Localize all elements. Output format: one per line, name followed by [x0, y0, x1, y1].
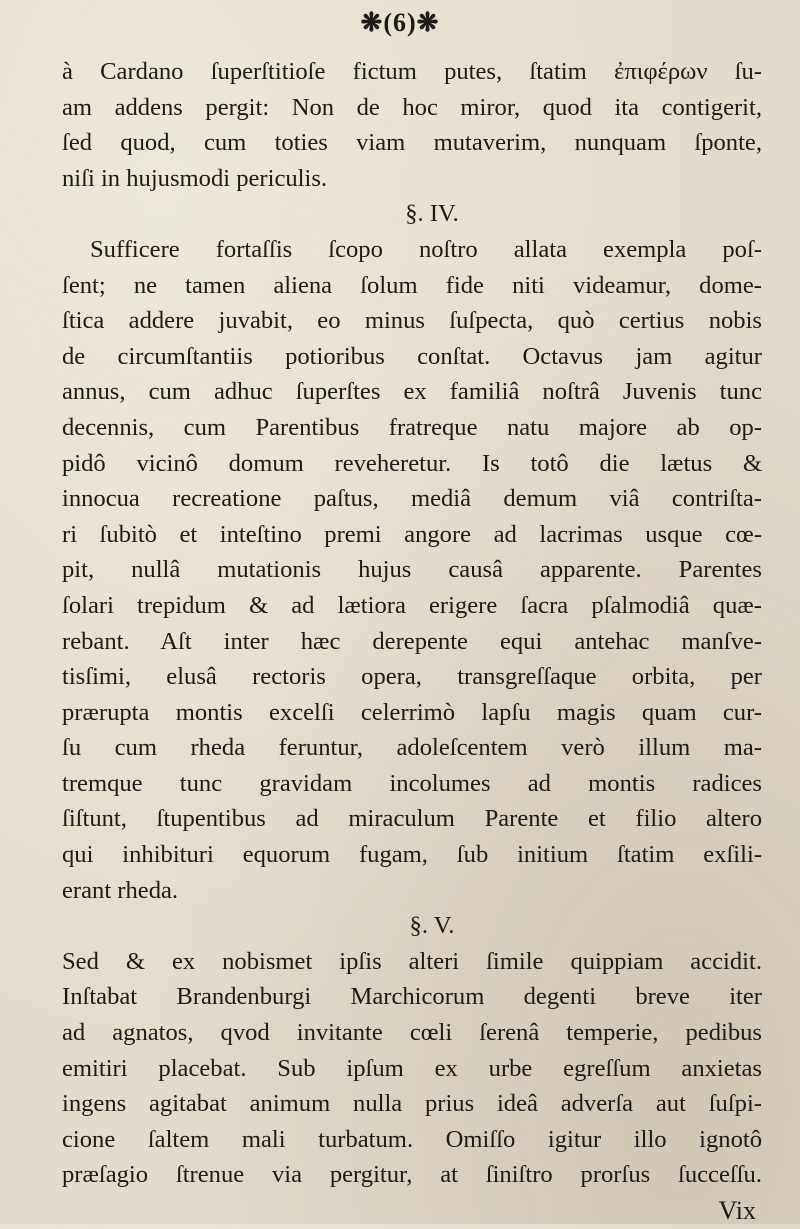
text-line: prærupta montis excelſi celerrimò lapſu magis quam cur- [62, 698, 762, 726]
text-line: erant rheda. [62, 876, 179, 904]
catchword: Vix [718, 1196, 756, 1225]
section-heading: §. V. [409, 912, 455, 940]
body-text [62, 54, 762, 1229]
text-line: pit, nullâ mutationis hujus causâ apparente. Parentes [62, 556, 762, 584]
text-line: tremque tunc gravidam incolumes ad montis radices [62, 769, 762, 797]
text-line: de circumſtantiis potioribus conſtat. Octavus jam agitur [62, 342, 762, 370]
text-line: à Cardano ſuperſtitioſe fictum putes, ſtatim ἐπιφέρων ſu- [62, 58, 762, 85]
text-line: ſed quod, cum toties viam mutaverim, nunquam ſponte, [62, 129, 762, 157]
text-line: ſent; ne tamen aliena ſolum fide niti videamur, dome- [62, 271, 762, 299]
text-line: am addens pergit: Non de hoc miror, quod ita contigerit, [62, 93, 762, 121]
text-line: emitiri placebat. Sub ipſum ex urbe egreſſum anxietas [62, 1054, 762, 1082]
text-line: tisſimi, elusâ rectoris opera, transgreſſaque orbita, per [62, 663, 762, 691]
text-line: ſtica addere juvabit, eo minus ſuſpecta, quò certius nobis [62, 307, 762, 335]
text-line: decennis, cum Parentibus fratreque natu majore ab op- [62, 413, 762, 441]
text-line: niſi in hujusmodi periculis. [62, 164, 328, 192]
text-line: cione ſaltem mali turbatum. Omiſſo igitur illo ignotô [62, 1125, 762, 1153]
section-heading: §. IV. [405, 200, 459, 228]
text-line: innocua recreatione paſtus, mediâ demum viâ contriſta- [62, 485, 762, 513]
text-line: Sed & ex nobismet ipſis alteri ſimile quippiam accidit. [62, 947, 762, 975]
text-line: annus, cum adhuc ſuperſtes ex familiâ noſtrâ Juvenis tunc [62, 378, 762, 406]
page-number-header: ❋(6)❋ [360, 8, 440, 37]
text-line: præſagio ſtrenue via pergitur, at ſiniſtro prorſus ſucceſſu. [62, 1161, 762, 1189]
text-line: ſu cum rheda feruntur, adoleſcentem verò illum ma- [62, 734, 762, 762]
text-line: ri ſubitò et inteſtino premi angore ad lacrimas usque cœ- [62, 520, 762, 548]
text-line: ingens agitabat animum nulla prius ideâ adverſa aut ſuſpi- [62, 1090, 762, 1118]
text-line: ſolari trepidum & ad lætiora erigere ſacra pſalmodiâ quæ- [62, 591, 762, 619]
text-line: ad agnatos, qvod invitante cœli ſerenâ temperie, pedibus [62, 1019, 762, 1047]
text-line: rebant. Aſt inter hæc derepente equi antehac manſve- [62, 627, 762, 655]
text-line: pidô vicinô domum reveheretur. Is totô die lætus & [62, 449, 762, 477]
text-line: ſiſtunt, ſtupentibus ad miraculum Parente et filio altero [62, 805, 762, 833]
text-line: Inſtabat Brandenburgi Marchicorum degenti breve iter [62, 983, 762, 1011]
text-line: qui inhibituri equorum fugam, ſub initium ſtatim exſili- [62, 841, 762, 869]
text-line: Sufficere fortaſſis ſcopo noſtro allata exempla poſ- [90, 235, 762, 263]
